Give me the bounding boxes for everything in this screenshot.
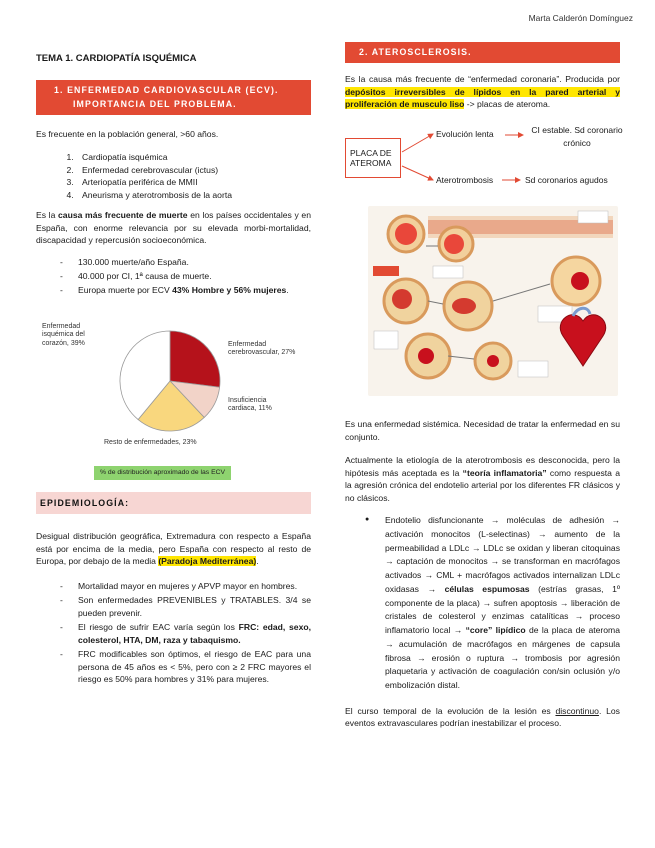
list-item: - 40.000 por CI, 1ª causa de muerte.	[60, 270, 311, 282]
text-run: .	[256, 556, 259, 567]
plaque-progression-image	[368, 206, 618, 396]
slice-value-text: 11%	[258, 405, 272, 413]
arrow-to-thrombosis	[402, 166, 433, 180]
text-run: en los países occidentales y en España, con enorme relevancia por su elevada morbi-mortalidad, discapacidad y repercusión socioeconómica.	[36, 210, 311, 246]
box-text: ATEROMA	[350, 158, 392, 169]
epidemiology-paragraph	[36, 530, 311, 567]
pie-label-other	[104, 439, 244, 447]
arrow-to-slow	[402, 134, 433, 152]
branch-atherothrombosis: Aterotrombosis	[436, 175, 494, 186]
stats-list	[60, 256, 311, 297]
underlined-text: discontinuo	[555, 705, 599, 716]
etiology-paragraph	[345, 454, 620, 504]
text-run: de la placa de ateroma → acumulación de macrófagos en márgenes de capsula fibrosa → erosión o ruptura → trombosis por agresión plaquetaria y activación de coagulación con/sin oclusión y/o embolización distal.	[385, 625, 620, 691]
intro-text: Es frecuente en la población general, >60 años.	[36, 128, 219, 139]
bold-text: causa más frecuente de muerte	[58, 210, 188, 221]
text-run: como respuesta a la agresión crónica del endotelio arterial por los diferentes FR clásicos y no clásicos.	[345, 467, 620, 503]
slice-value-text: 27%	[281, 349, 296, 357]
text-run: El riesgo de sufrir EAC varía según los	[78, 622, 239, 633]
bold-text: “teoría inflamatoria”	[462, 467, 547, 478]
pie-caption: % de distribución aproximado de las ECV	[94, 466, 231, 480]
list-item: 4. Aneurisma y aterotrombosis de la aorta	[76, 189, 311, 201]
slice-value-text: 39%	[70, 339, 85, 347]
result-text: crónico	[563, 137, 591, 148]
pie-label-cerebrovascular	[228, 341, 298, 358]
text-run: Europa muerte por ECV	[78, 285, 173, 296]
list-item	[60, 284, 311, 296]
list-item: 3. Arteriopatía periférica de MMII	[76, 176, 311, 188]
section-heading-line2: IMPORTANCIA DEL PROBLEMA.	[73, 98, 237, 109]
text-run: (estrías grasas, 1º componente de la placa) → sufren apoptosis → liberación de cristales de colesterol y enzimas catalíticas → proceso inflamatorio local →	[385, 583, 620, 636]
mortality-paragraph	[36, 209, 311, 246]
slice-label-text: Insuficiencia cardiaca,	[228, 396, 267, 413]
slice-label-text: Enfermedad isquémica del corazón,	[42, 322, 85, 347]
list-item: 1. Cardiopatía isquémica	[76, 151, 311, 163]
pie-slice	[170, 331, 220, 387]
slice-label-text: Enfermedad cerebrovascular,	[228, 340, 280, 357]
result-acute: Sd coronarios agudos	[525, 175, 608, 186]
pie-label-ischemic	[42, 323, 112, 348]
systemic-paragraph: Es una enfermedad sistémica. Necesidad de tratar la enfermedad en su conjunto.	[345, 419, 620, 442]
text-run: . Los eventos extravasculares podrían inestabilizar el proceso.	[345, 705, 620, 729]
highlighted-text: (Paradoja Mediterránea)	[158, 556, 257, 567]
section-heading-epidemiology: EPIDEMIOLOGÍA:	[36, 492, 311, 515]
plaque-flow-diagram	[345, 124, 630, 194]
section-heading-ecv	[36, 80, 311, 115]
box-text: PLACA DE	[350, 147, 392, 158]
list-item: - Son enfermedades PREVENIBLES y TRATABLES. 3/4 se pueden prevenir.	[60, 594, 311, 619]
list-item	[365, 514, 620, 693]
atherosclerosis-intro	[345, 73, 620, 110]
result-text: CI estable. Sd coronario	[531, 125, 623, 136]
epidemiology-list	[60, 580, 311, 686]
atherosclerosis-illustration	[368, 206, 618, 396]
text-run: Es la causa más frecuente de “enfermedad coronaria”. Producida por	[345, 74, 620, 85]
text-run: Desigual distribución geográfica, Extremadura con respecto a España está por encima de la media, pero España con respecto al resto de Europa, por debajo de la media	[36, 531, 311, 567]
bold-text: 43% Hombre y 56% mujeres	[172, 285, 287, 296]
right-column	[345, 42, 623, 730]
list-item: 2. Enfermedad cerebrovascular (ictus)	[76, 164, 311, 176]
mechanism-list	[365, 514, 620, 693]
document-title: TEMA 1. CARDIOPATÍA ISQUÉMICA	[36, 53, 197, 64]
list-item: - FRC modificables son óptimos, el riesgo de EAC para una persona de 45 años es < 5%, pero con ≥ 2 FRC mayores el riesgo es 50% para hombres y 31% para mujeres.	[60, 648, 311, 685]
slice-label-text: Resto de enfermedades,	[104, 438, 181, 446]
highlighted-text: depósitos irreversibles de lípidos en la pared arterial y proliferación de musculo liso	[345, 86, 620, 109]
section-heading-line1: 1. ENFERMEDAD CARDIOVASCULAR (ECV).	[54, 84, 279, 95]
branch-slow-evolution: Evolución lenta	[436, 129, 494, 140]
list-item	[60, 621, 311, 646]
text-run: .	[286, 285, 289, 296]
section-heading-atherosclerosis: 2. ATEROSCLEROSIS.	[345, 42, 620, 63]
slice-value-text: 23%	[182, 438, 197, 446]
list-item: - Mortalidad mayor en mujeres y APVP mayor en hombres.	[60, 580, 311, 592]
ecv-list	[76, 151, 311, 201]
text-run: El curso temporal de la evolución de la lesión es	[345, 705, 556, 716]
bold-text: FRC: edad, sexo, colesterol, HTA, DM, raza y tabaquismo.	[78, 622, 311, 645]
bold-text: células espumosas	[444, 583, 530, 594]
pie-chart	[42, 319, 297, 459]
bold-text: “core” lipídico	[465, 625, 526, 636]
pie-label-heart-failure	[228, 397, 290, 414]
result-stable	[527, 124, 627, 149]
text-run: Endotelio disfuncionante → moléculas de adhesión → activación monocitos (L-selectinas) → aumento de la permeabilidad a LDLc → LDLc se oxidan y liberan citoquinas → captación de monocitos → se transforman en macrófagos activados → CML + macrófagos activados internalizan LDLc oxidasas →	[385, 515, 620, 594]
author-name: Marta Calderón Domínguez	[528, 13, 633, 23]
list-item: - 130.000 muerte/año España.	[60, 256, 311, 268]
text-run: Es la	[36, 210, 59, 221]
final-paragraph	[345, 705, 620, 730]
text-run: Actualmente la etiología de la aterotrombosis es desconocida, pero la hipótesis más aceptada es la	[345, 455, 620, 478]
text-run: -> placas de ateroma.	[464, 98, 551, 109]
left-column	[36, 42, 311, 687]
